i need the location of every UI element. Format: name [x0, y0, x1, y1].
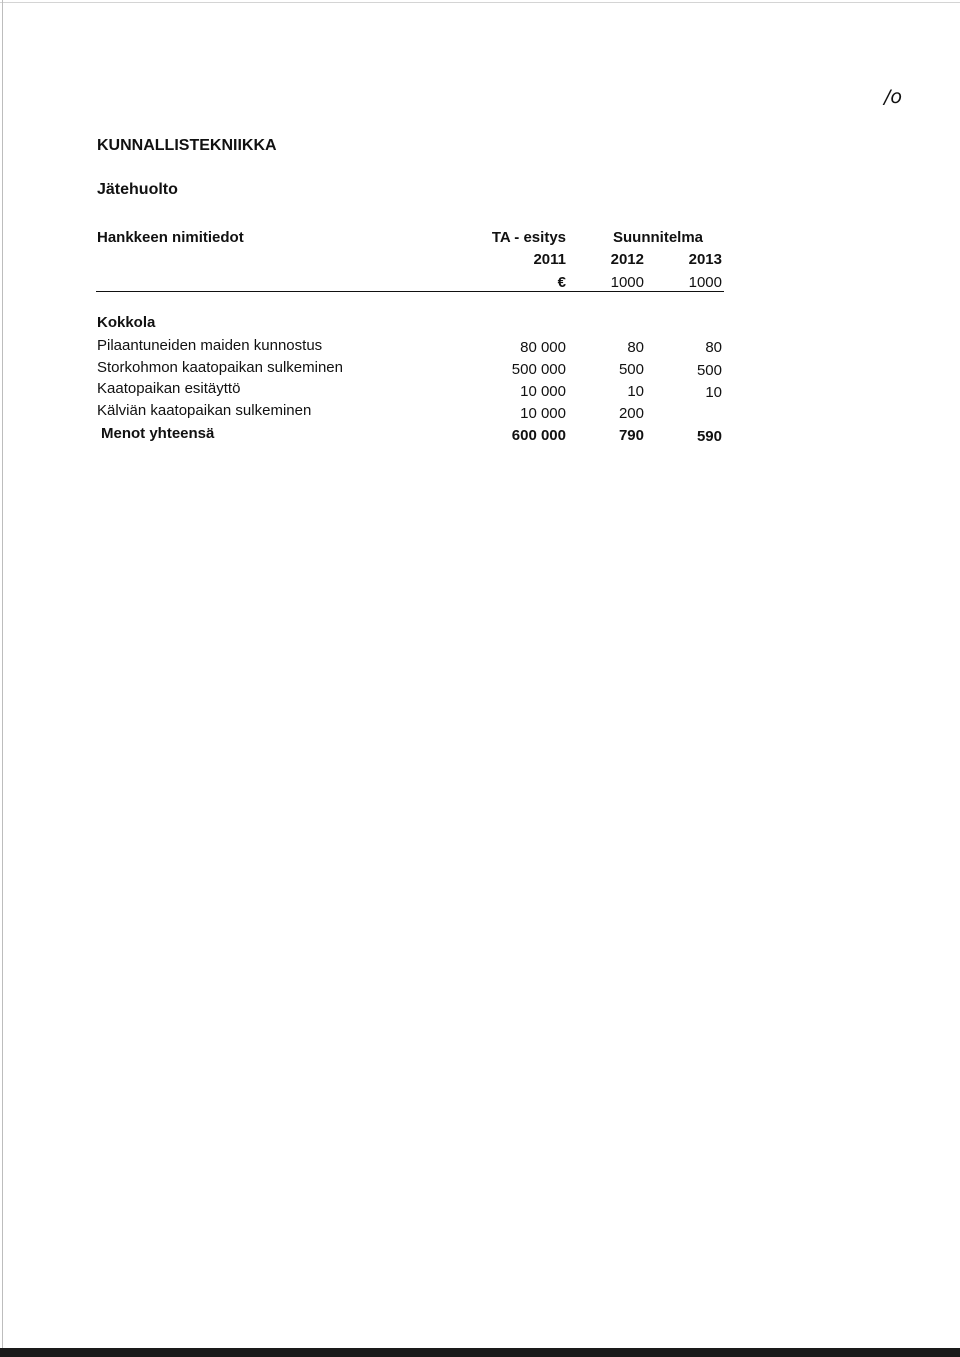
table-cell-2013: 10	[705, 384, 722, 401]
total-2013: 590	[696, 428, 722, 445]
table-cell-2011: 500 000	[511, 361, 566, 378]
year-2013: 2013	[688, 251, 722, 268]
scan-edge-top	[0, 2, 960, 3]
table-row-label: Pilaantuneiden maiden kunnostus	[97, 337, 323, 354]
year-2012: 2012	[610, 251, 644, 268]
column-header-ta: TA - esitys	[491, 229, 566, 246]
table-cell-2011: 10 000	[520, 405, 566, 422]
table-cell-2011: 10 000	[520, 383, 566, 400]
section-subtitle: Jätehuolto	[97, 181, 178, 198]
table-cell-2012: 500	[618, 361, 644, 378]
total-2012: 790	[618, 427, 644, 444]
table-row-label: Kälviän kaatopaikan sulkeminen	[97, 402, 312, 419]
table-row-label: Storkohmon kaatopaikan sulkeminen	[97, 359, 343, 376]
table-cell-2013: 80	[705, 339, 722, 356]
scan-edge-left	[2, 0, 3, 1357]
table-cell-2013: 500	[696, 362, 722, 379]
table-cell-2012: 10	[627, 383, 644, 400]
unit-2012: 1000	[610, 274, 644, 291]
table-cell-2012: 80	[627, 339, 644, 356]
table-cell-2012: 200	[618, 405, 644, 422]
unit-2013: 1000	[688, 274, 722, 291]
header-rule	[96, 291, 724, 292]
page-number: /o	[884, 86, 903, 108]
group-label: Kokkola	[97, 314, 156, 331]
unit-2011: €	[557, 274, 566, 291]
column-header-project: Hankkeen nimitiedot	[97, 229, 244, 246]
scan-edge-bottom	[0, 1348, 960, 1357]
total-label: Menot yhteensä	[101, 425, 215, 442]
year-2011: 2011	[533, 251, 566, 268]
column-header-plan: Suunnitelma	[613, 229, 704, 246]
total-2011: 600 000	[511, 427, 566, 444]
table-row-label: Kaatopaikan esitäyttö	[97, 380, 241, 397]
table-cell-2011: 80 000	[520, 339, 566, 356]
page-title: KUNNALLISTEKNIIKKA	[97, 137, 277, 154]
